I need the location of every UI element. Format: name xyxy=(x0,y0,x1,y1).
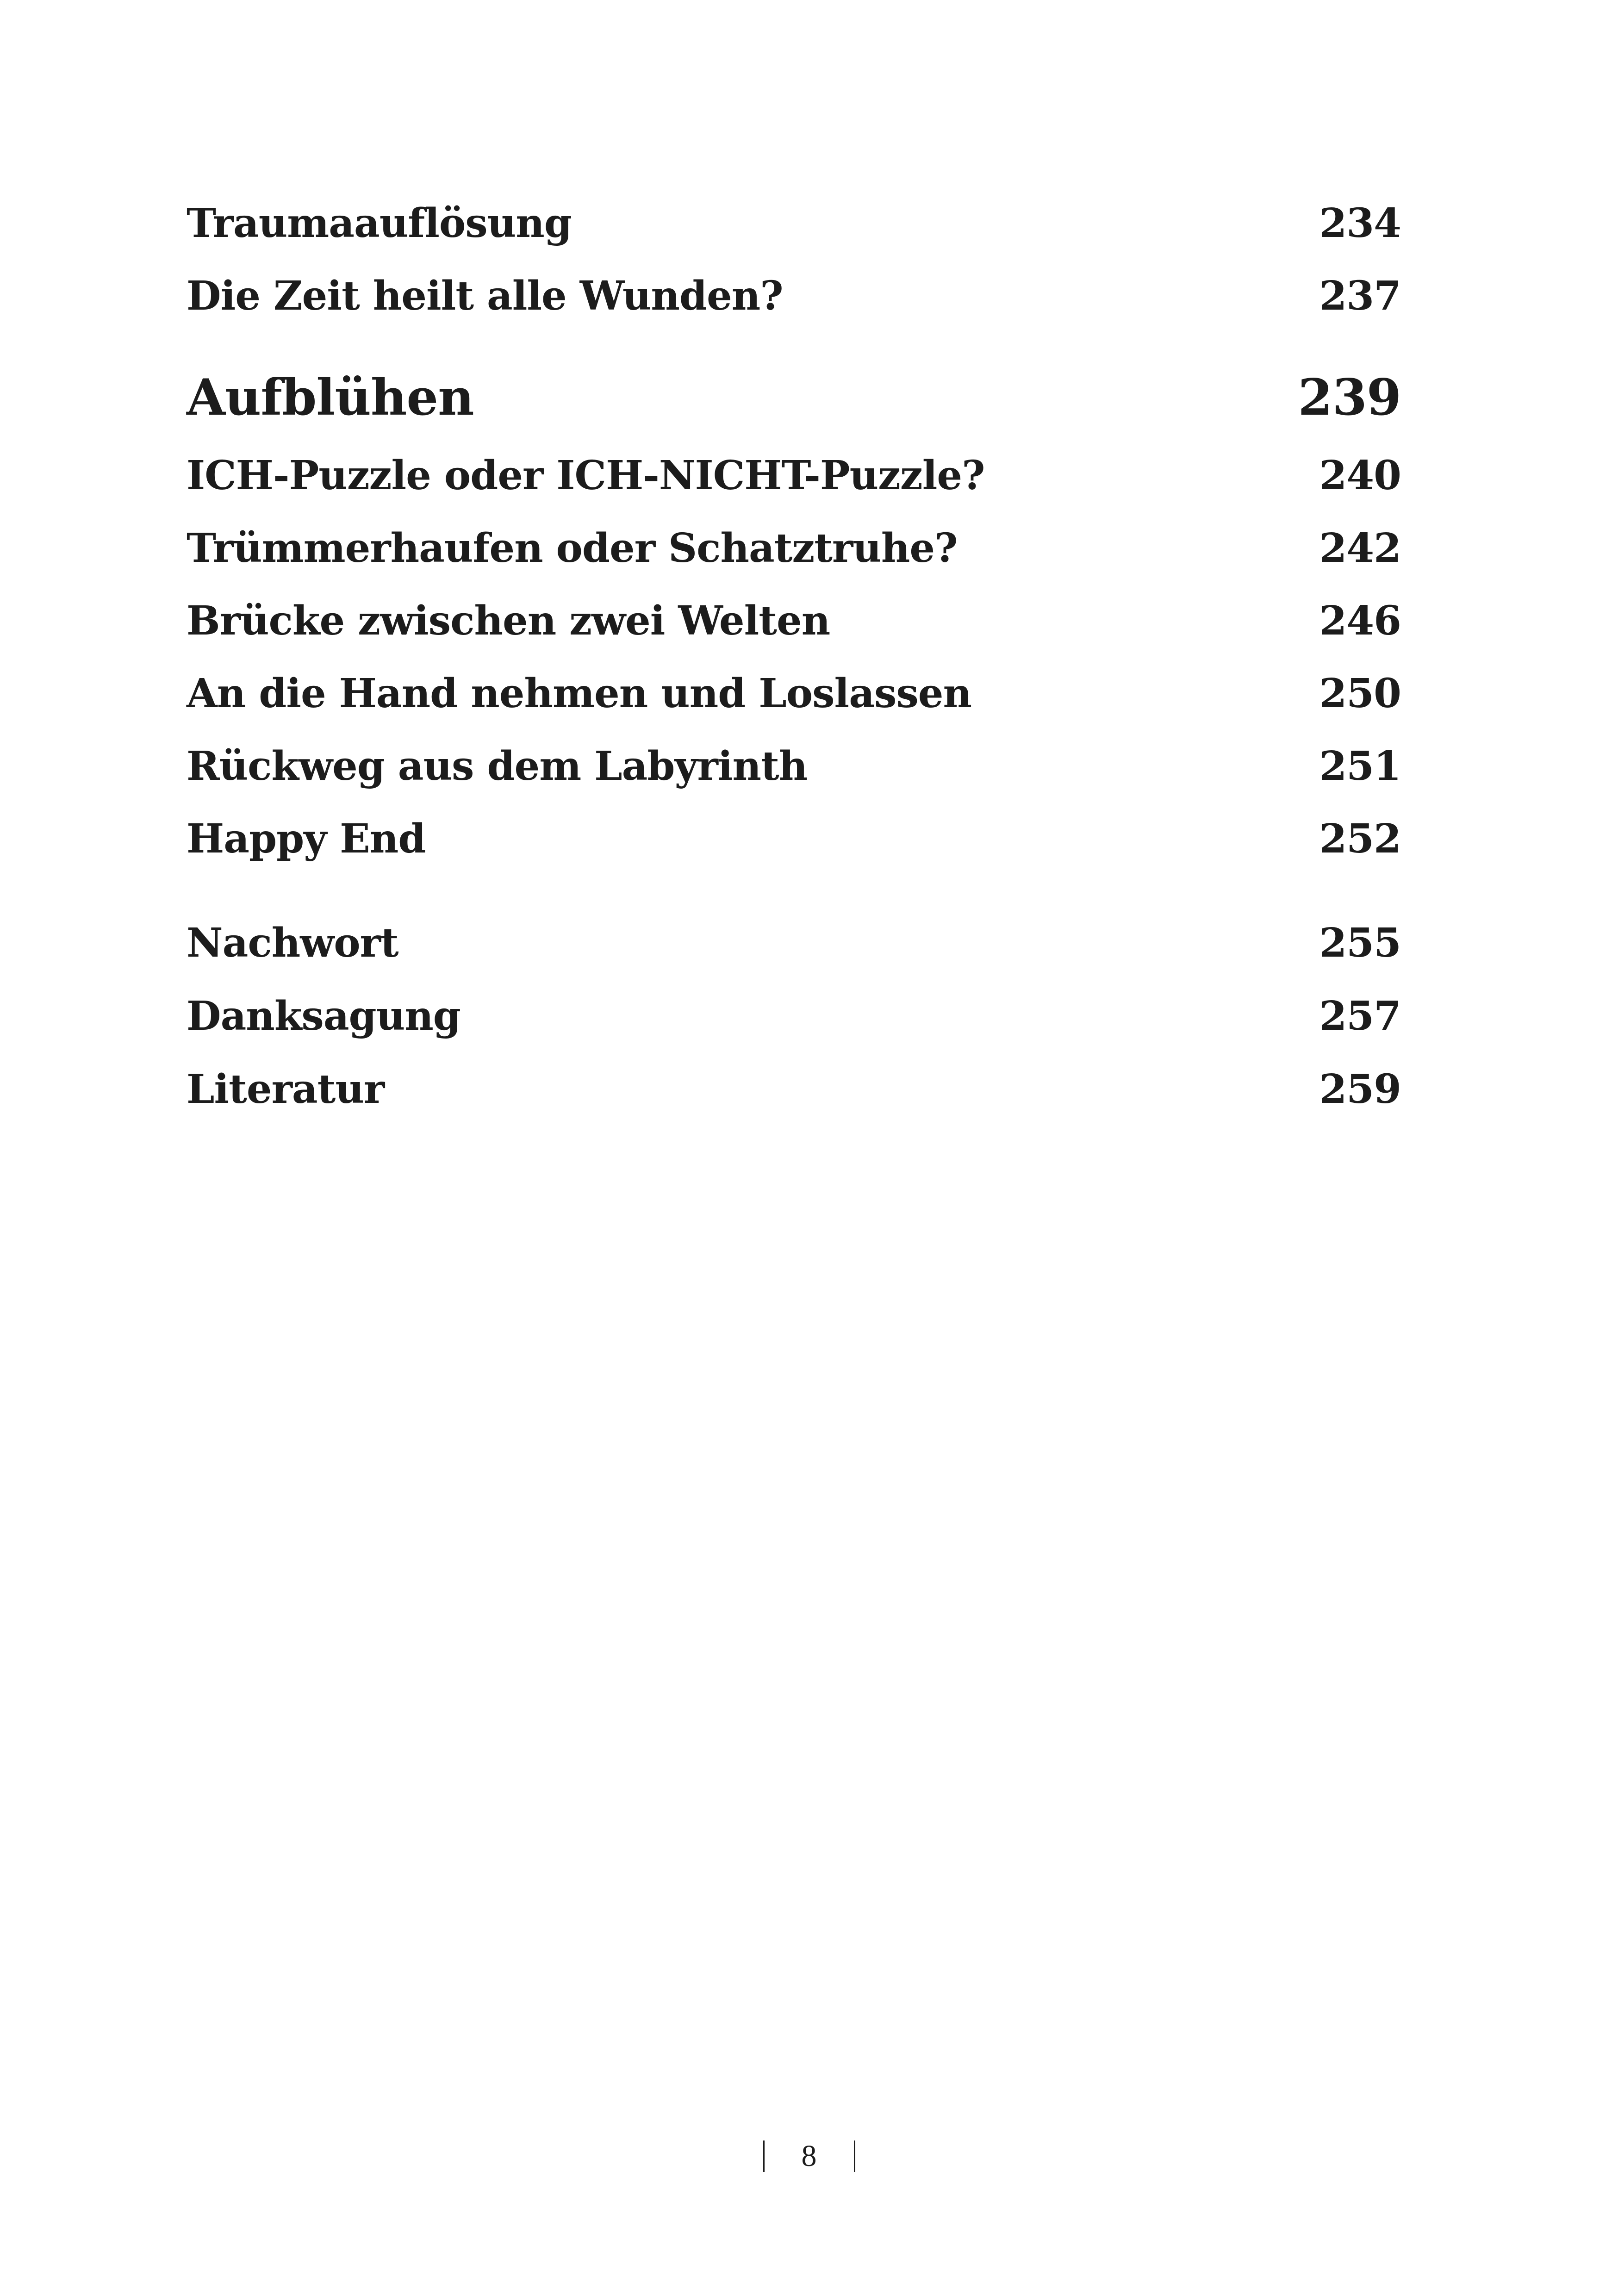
toc-entry-title: Danksagung xyxy=(187,993,461,1039)
toc-entry-title: Happy End xyxy=(187,815,426,862)
toc-entry xyxy=(187,1066,1401,1113)
toc-entry-page: 255 xyxy=(1319,920,1401,966)
toc-chapter-page: 239 xyxy=(1298,368,1401,427)
toc-entry xyxy=(187,597,1401,644)
toc-entry-title: Literatur xyxy=(187,1066,385,1113)
toc-entry xyxy=(187,525,1401,572)
toc-entry-page: 257 xyxy=(1319,993,1401,1039)
toc-entry-page: 246 xyxy=(1319,597,1401,644)
toc-chapter-heading xyxy=(187,368,1401,427)
toc-entry-page: 237 xyxy=(1319,273,1401,319)
toc-entry-title: Die Zeit heilt alle Wunden? xyxy=(187,273,783,319)
toc-entry-page: 234 xyxy=(1319,200,1401,247)
toc-entry-title: Trümmerhaufen oder Schatztruhe? xyxy=(187,525,958,572)
toc-entry-title: Nachwort xyxy=(187,920,398,966)
toc-entry xyxy=(187,743,1401,790)
page-footer xyxy=(0,2140,1618,2172)
toc-entry-page: 252 xyxy=(1319,815,1401,862)
toc-entry xyxy=(187,452,1401,499)
toc-entry-page: 250 xyxy=(1319,670,1401,717)
toc-entry xyxy=(187,993,1401,1039)
footer-right-rule xyxy=(854,2140,855,2172)
toc-entry-page: 259 xyxy=(1319,1066,1401,1113)
toc-entry-title: Traumaauflösung xyxy=(187,200,572,247)
toc-entry-page: 242 xyxy=(1319,525,1401,572)
toc-entry xyxy=(187,920,1401,966)
toc-entry xyxy=(187,273,1401,319)
toc-entry-title: ICH-Puzzle oder ICH-NICHT-Puzzle? xyxy=(187,452,985,499)
toc-entry-title: An die Hand nehmen und Loslassen xyxy=(187,670,972,717)
toc-entry-page: 251 xyxy=(1319,743,1401,790)
toc-entry-title: Rückweg aus dem Labyrinth xyxy=(187,743,808,790)
toc-entry xyxy=(187,670,1401,717)
toc-entry xyxy=(187,815,1401,862)
toc-chapter-title: Aufblühen xyxy=(187,368,474,427)
toc-entry xyxy=(187,200,1401,247)
toc-entry-page: 240 xyxy=(1319,452,1401,499)
page-number: 8 xyxy=(801,2139,817,2173)
toc-entry-title: Brücke zwischen zwei Welten xyxy=(187,597,830,644)
footer-left-rule xyxy=(763,2140,765,2172)
